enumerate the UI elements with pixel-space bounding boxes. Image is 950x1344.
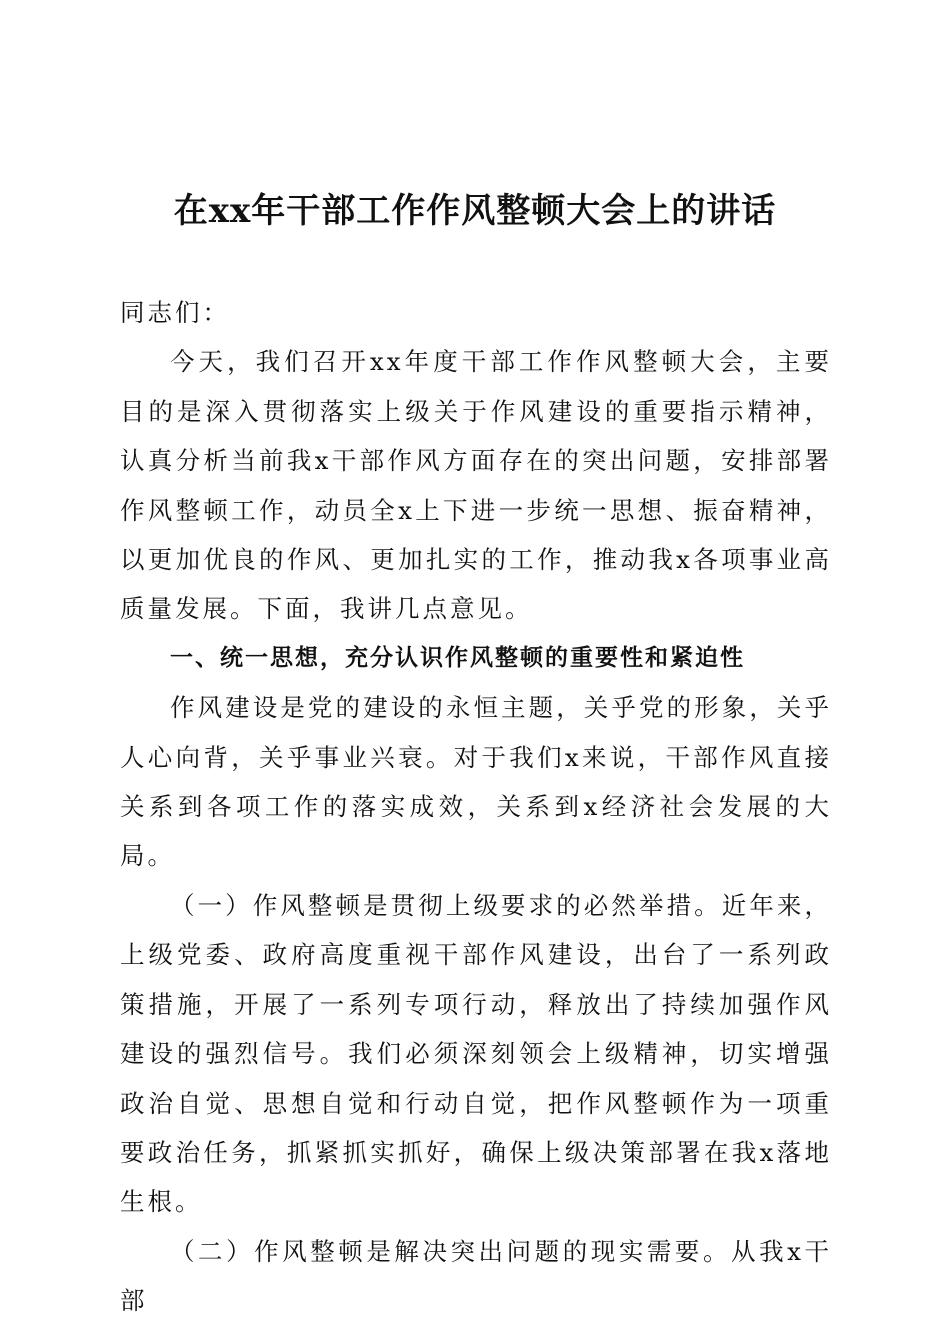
section-1-point-2: （二）作风整顿是解决突出问题的现实需要。从我x干部 — [120, 1236, 832, 1316]
document-title: 在xx年干部工作作风整顿大会上的讲话 — [173, 191, 777, 231]
section-1-point-1: （一）作风整顿是贯彻上级要求的必然举措。近年来，上级党委、政府高度重视干部作风建设，出台了一系列政策措施，开展了一系列专项行动，释放出了持续加强作风建设的强烈信号。我们必须深刻领会上级精神，切实增强政治自觉、思想自觉和行动自觉，把作风整顿作为一项重要政治任务，抓紧抓实抓好，确保上级决策部署在我x落地生根。 — [120, 890, 832, 1217]
document-body — [120, 288, 832, 1326]
section-1-intro: 作风建设是党的建设的永恒主题，关乎党的形象，关乎人心向背，关乎事业兴衰。对于我们x来说，干部作风直接关系到各项工作的落实成效，关系到x经济社会发展的大局。 — [120, 693, 832, 871]
salutation: 同志们： — [120, 298, 230, 327]
section-heading-1: 一、统一思想，充分认识作风整顿的重要性和紧迫性 — [170, 644, 745, 671]
opening-paragraph: 今天，我们召开xx年度干部工作作风整顿大会，主要目的是深入贯彻落实上级关于作风建设的重要指示精神，认真分析当前我x干部作风方面存在的突出问题，安排部署作风整顿工作，动员全x上下进一步统一思想、振奋精神，以更加优良的作风、更加扎实的工作，推动我x各项事业高质量发展。下面，我讲几点意见。 — [120, 347, 832, 624]
